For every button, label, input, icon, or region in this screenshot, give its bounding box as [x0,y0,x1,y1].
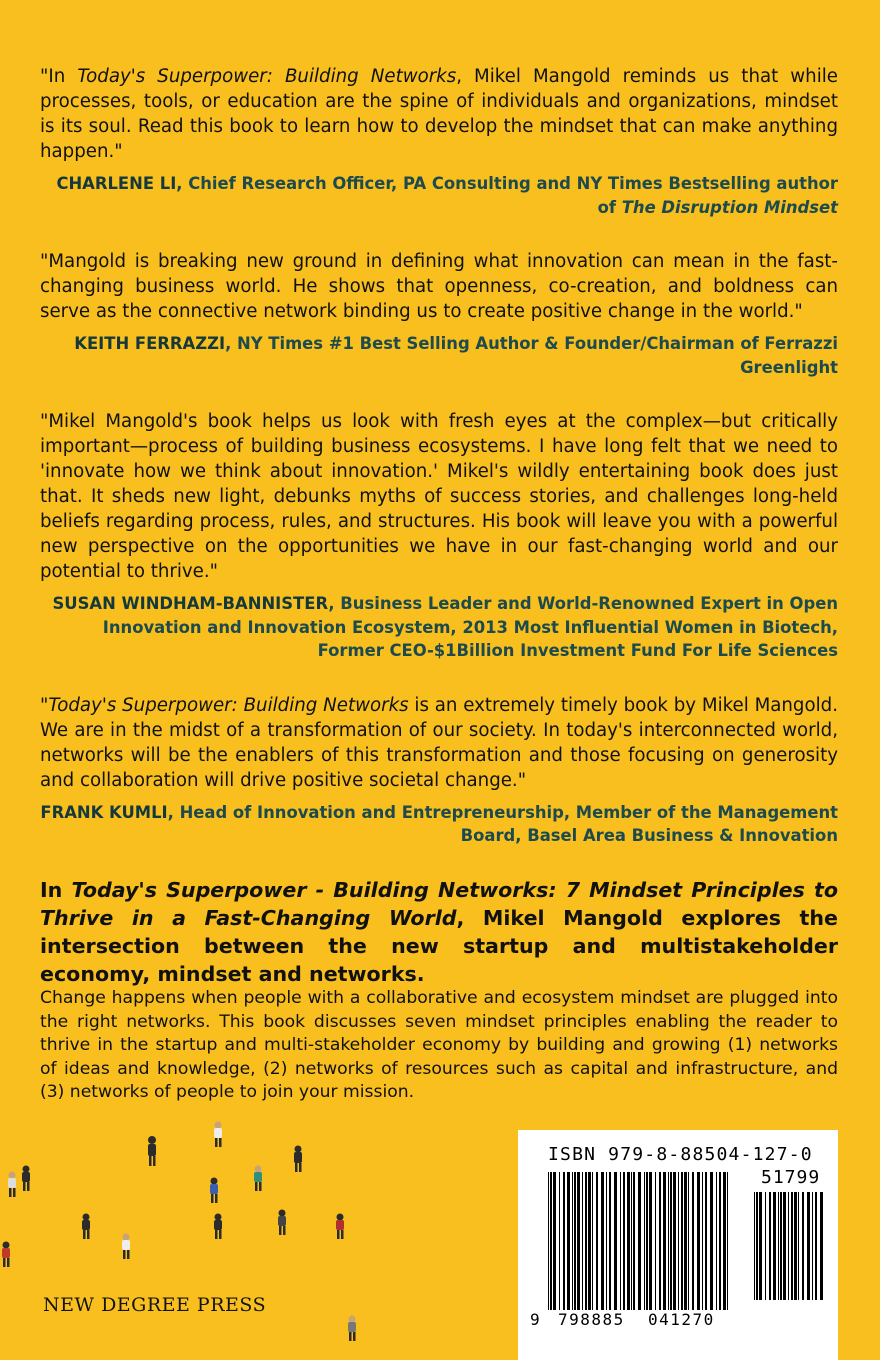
person-figure [336,1214,344,1240]
quote-attribution: KEITH FERRAZZI, NY Times #1 Best Selling Author & Founder/Chairman of Ferrazzi Greenlight [74,334,838,377]
barcode-bar [705,1172,707,1310]
quote-attribution: CHARLENE LI, Chief Research Officer, PA Consulting and NY Times Bestselling author of The Disruption Mindset [56,174,838,217]
barcode-bar [670,1172,672,1310]
person-figure [348,1316,356,1342]
barcode-bar [791,1192,793,1300]
barcode-bar [769,1192,771,1300]
quote-keith-ferrazzi [40,249,838,379]
person-figure [2,1242,10,1268]
barcode-bar [697,1172,700,1310]
barcode-bar [574,1172,576,1310]
person-figure [214,1214,222,1240]
barcode-bar [788,1192,789,1300]
quote-frank-kumli [40,693,838,848]
barcode-bar [585,1172,587,1310]
person-figure [210,1178,218,1204]
publisher-name: NEW DEGREE PRESS [43,1294,267,1316]
barcode-bar [812,1192,813,1300]
barcode-bar [655,1172,656,1310]
person-figure [214,1122,222,1148]
isbn-barcode: ISBN 979-8-88504-127-0 51799 9 798885 041270 [518,1130,838,1360]
barcode-bar [678,1172,679,1310]
book-description: Change happens when people with a collaborative and ecosystem mindset are plugged into the right networks. This book discusses seven mindset principles enabling the reader to thrive in the startup and multi-stakeholder economy by building and growing (1) networks of ideas and knowledge, (2) networks of resources such as capital and infrastructure, and (3) networks of people to join your mission. [40,988,838,1102]
barcode-bar [631,1172,632,1310]
barcode-bar [606,1172,607,1310]
barcode-bar [577,1172,580,1310]
barcode-bar [688,1172,689,1310]
barcode-bar [633,1172,635,1310]
barcode-bar [550,1172,552,1310]
barcode-bar [620,1172,621,1310]
person-figure [254,1166,262,1192]
quote-attribution: SUSAN WINDHAM-BANNISTER, Business Leader and World-Renowned Expert in Open Innovation and Innovation Ecosystem, 2013 Most Influential Women in Biotech, Former CEO-$1Billion Investment Fund For Life Sciences [52,594,838,660]
barcode-bar [663,1172,666,1310]
barcode-bar [702,1172,703,1310]
barcode-bar [553,1172,556,1310]
barcode-bar [592,1172,593,1310]
barcode-bar [778,1192,779,1300]
barcode-bar [681,1172,683,1310]
barcode-bar [756,1192,758,1300]
barcode-bar [588,1172,591,1310]
barcode-bar [780,1192,782,1300]
person-figure [8,1172,16,1198]
barcode-bar [719,1172,721,1310]
barcode-bar [646,1172,648,1310]
barcode-bar [668,1172,669,1310]
person-figure [82,1214,90,1240]
barcode-bar [710,1172,713,1310]
people-network-illustration [0,1120,380,1360]
quote-charlene-li [40,64,838,219]
price-code: 51799 [761,1167,821,1188]
endorsements [40,64,838,878]
barcode-bar [684,1172,687,1310]
barcode-bar [609,1172,611,1310]
quote-text: "Today's Superpower: Building Networks is an extremely timely book by Mikel Mangold. We are in the midst of a transformation of our society. In today's interconnected world, networks will be the enablers of this transformation and those focusing on generosity and collaboration will drive positive societal change." [40,694,838,791]
barcode-bar [794,1192,797,1300]
quote-text: "Mangold is breaking new ground in defining what innovation can mean in the fast-changing business world. He shows that openness, co-creation, and boldness can serve as the connective network binding us to create positive change in the world." [40,251,838,322]
barcode-bar [798,1192,799,1300]
barcode-bar [623,1172,625,1310]
person-figure [294,1146,302,1173]
barcode-bar [723,1172,726,1310]
barcode-bar [765,1192,766,1300]
barcode-bar [716,1172,717,1310]
quote-text: "In Today's Superpower: Building Networks, Mikel Mangold reminds us that while processes, tools, or education are the spine of individuals and organizations, mindset is its soul. Read this book to learn how to develop the mindset that can make anything happen." [40,66,838,162]
barcode-bar [572,1172,573,1310]
quote-susan-windham-bannister [40,409,838,663]
barcode-bar [673,1172,676,1310]
barcode-bar [627,1172,630,1310]
barcode-bar [649,1172,652,1310]
person-figure [278,1210,286,1236]
barcode-bar [759,1192,762,1300]
barcode-bar [563,1172,565,1310]
barcode-bar [659,1172,661,1310]
quote-text: "Mikel Mangold's book helps us look with fresh eyes at the complex—but critically important—process of building business ecosystems. I have long felt that we need to 'innovate how we think about innovation.' Mikel's wildly entertaining book does just that. It sheds new light, debunks myths of success stories, and challenges long-held beliefs regarding process, rules, and structures. His book will leave you with a powerful new perspective on the opportunities we have in our fast-changing world and our potential to thrive." [40,411,838,582]
barcode-bar [596,1172,598,1310]
barcode-bar [754,1192,755,1300]
barcode-bar [638,1172,641,1310]
quote-attribution: FRANK KUMLI, Head of Innovation and Entrepreneurship, Member of the Management Board, Basel Area Business & Innovation [40,802,838,845]
barcode-bar [582,1172,583,1310]
barcode-bar [559,1172,560,1310]
barcode-bar [727,1172,728,1310]
person-figure [22,1166,30,1192]
person-figure [148,1136,156,1166]
barcode-bar [802,1192,804,1300]
barcode-bar [601,1172,604,1310]
barcode-bar [692,1172,694,1310]
barcode-bar [548,1172,549,1310]
barcode-bar [815,1192,817,1300]
barcode-bar [807,1192,810,1300]
barcode-bar [783,1192,786,1300]
barcode-bar [567,1172,570,1310]
barcode-bar [614,1172,617,1310]
isbn-label: ISBN 979-8-88504-127-0 [548,1144,813,1165]
barcode-bar [773,1192,776,1300]
barcode-bar [820,1192,823,1300]
book-summary: In Today's Superpower - Building Networks: 7 Mindset Principles to Thrive in a Fast-Changing World, Mikel Mangold explores the intersection between the new startup and multistakeholder economy, mindset and networks. [40,878,838,986]
barcode-bar [644,1172,645,1310]
person-figure [122,1234,130,1260]
